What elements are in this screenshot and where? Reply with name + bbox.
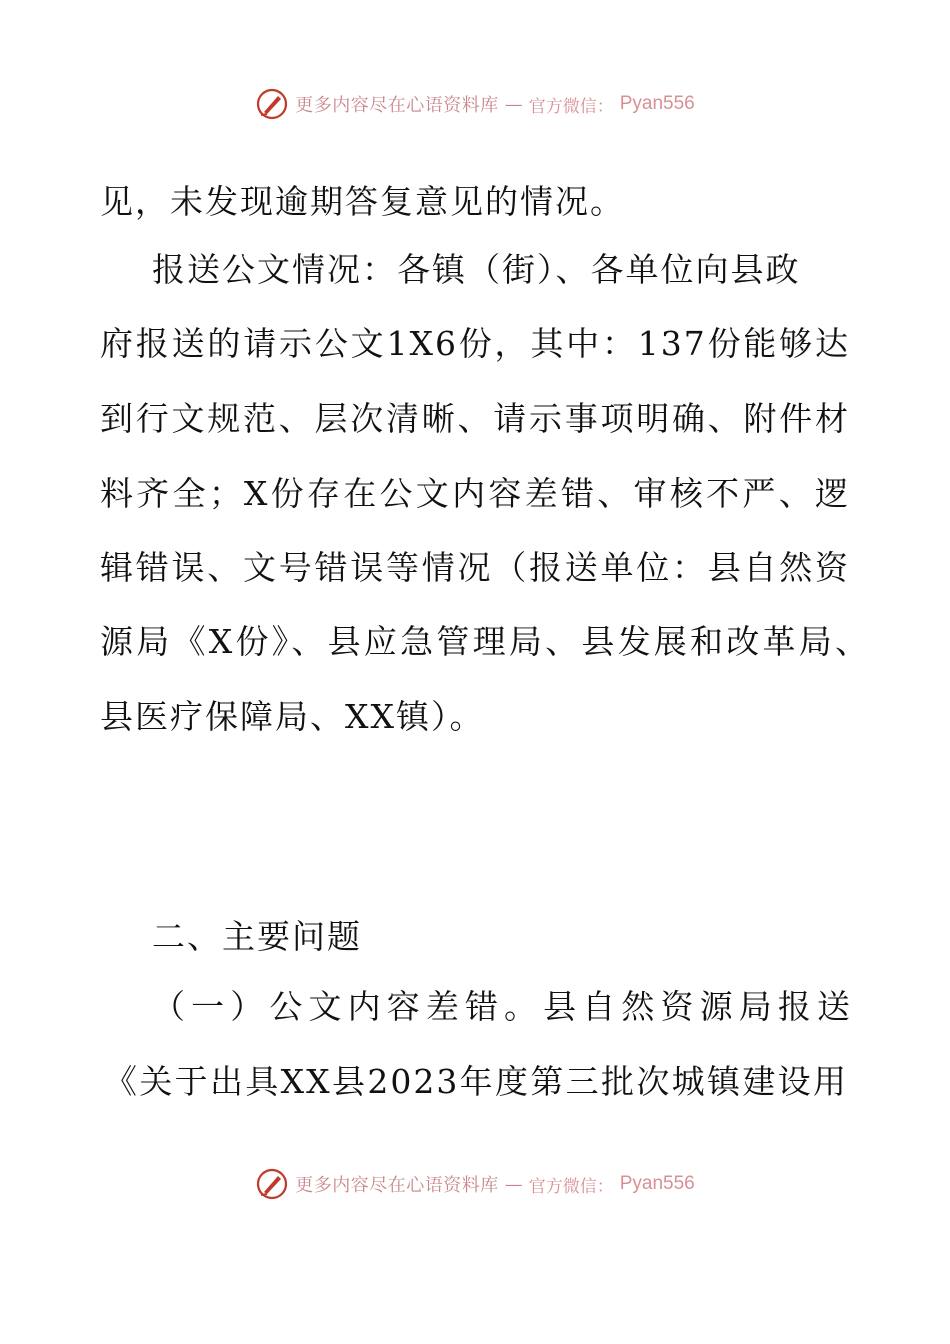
body-line-1: 见，未发现逾期答复意见的情况。 xyxy=(100,182,625,221)
subsection-line-1: （一）公文内容差错。县自然资源局报送 xyxy=(152,987,852,1026)
section-heading: 二、主要问题 xyxy=(152,917,362,956)
wechat-id: Pyan556 xyxy=(619,1173,695,1194)
body-line-8: 县医疗保障局、XX镇）。 xyxy=(100,697,485,736)
quill-logo-icon xyxy=(255,1167,289,1201)
site-name-text: 更多内容尽在心语资料库 xyxy=(295,95,499,116)
body-line-2: 报送公文情况：各镇（街）、各单位向县政 xyxy=(152,250,801,289)
wechat-id: Pyan556 xyxy=(619,93,695,114)
header-watermark-banner xyxy=(0,84,950,124)
body-line-5: 料齐全；X份存在公文内容差错、审核不严、逻 xyxy=(100,474,850,513)
body-line-3: 府报送的请示公文1X6份，其中：137份能够达 xyxy=(100,324,850,363)
subsection-line-2: 《关于出具XX县2023年度第三批次城镇建设用 xyxy=(104,1062,848,1101)
separator-dash: — xyxy=(504,1173,523,1195)
body-line-6: 辑错误、文号错误等情况（报送单位：县自然资 xyxy=(100,548,850,587)
wechat-label: 官方微信： xyxy=(528,96,614,117)
body-line-4: 到行文规范、层次清晰、请示事项明确、附件材 xyxy=(100,399,850,438)
site-name-text: 更多内容尽在心语资料库 xyxy=(295,1175,499,1196)
quill-logo-icon xyxy=(255,87,289,121)
footer-watermark-banner xyxy=(0,1164,950,1204)
separator-dash: — xyxy=(504,93,523,115)
wechat-label: 官方微信： xyxy=(528,1176,614,1197)
body-line-7: 源局《X份》、县应急管理局、县发展和改革局、 xyxy=(100,622,870,661)
